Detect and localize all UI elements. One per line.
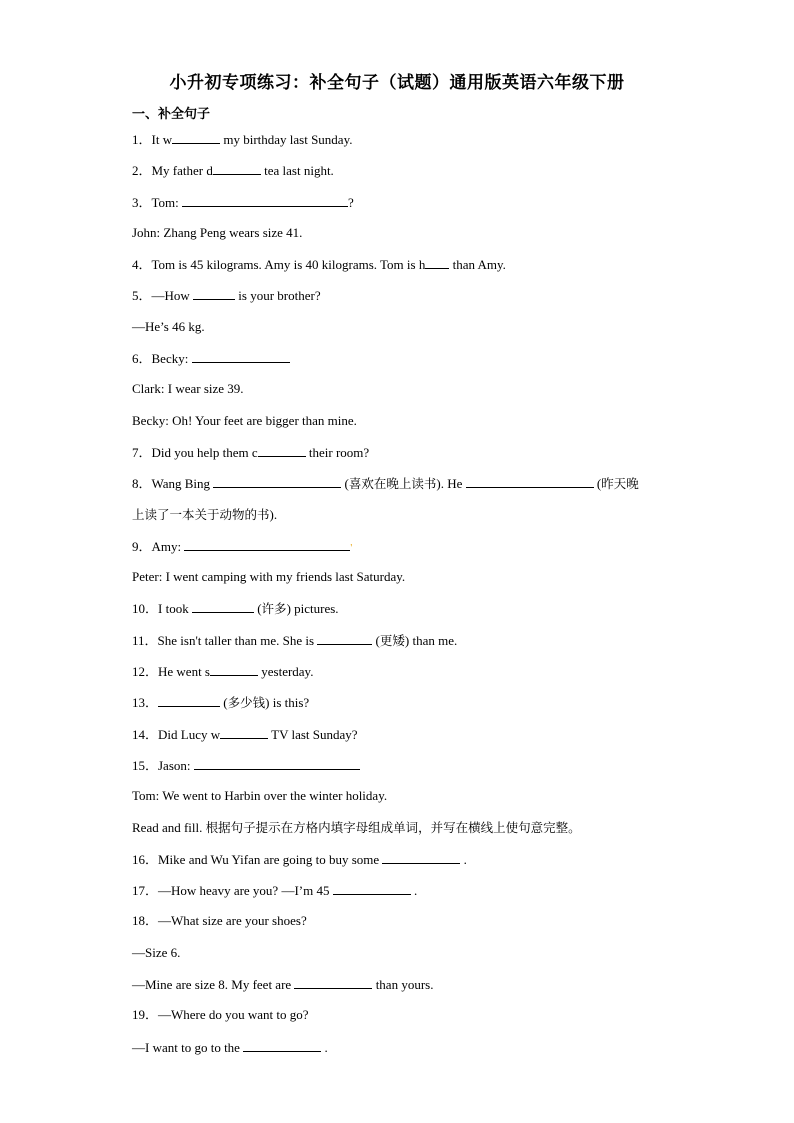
question-text: 2．My father d [132,163,213,179]
question-text: 10．I took [132,601,192,617]
answer-blank[interactable] [333,880,411,895]
dialogue-line: —Size 6. [132,944,181,960]
answer-blank[interactable] [172,129,220,144]
question-text: 3．Tom: [132,194,183,210]
chinese-hint: 上读了一本关于动物的书 [132,506,270,522]
question-text: 9．Amy: [132,538,185,554]
question-text: ). [269,506,278,522]
answer-blank[interactable] [425,254,449,269]
question-4 [132,254,672,285]
question-3 [132,192,672,223]
instruction-text: Read and fill. [132,819,206,835]
answer-blank[interactable] [194,755,360,770]
question-text: 8．Wang Bing [132,476,214,492]
chinese-hint: 更矮 [379,632,405,648]
question-text: is your brother? [235,288,321,304]
instruction-line [132,818,672,849]
question-text: than Amy. [449,257,506,273]
answer-blank[interactable] [220,724,268,739]
question-text: 14．Did Lucy w [132,726,221,742]
answer-blank[interactable] [192,598,254,613]
question-text: ? [348,194,354,210]
dialogue-line: John: Zhang Peng wears size 41. [132,224,303,240]
stray-mark: ' [350,542,353,554]
chinese-hint: 昨天晚 [601,476,639,492]
question-10 [132,598,672,629]
question-text: my birthday last Sunday. [220,132,353,147]
question-text: 11．She isn't taller than me. She is [132,632,318,648]
question-text: 12．He went s [132,664,210,680]
question-text: 4．Tom is 45 kilograms. Amy is 40 kilograms. Tom is h [132,257,426,273]
question-13 [132,692,672,723]
answer-blank[interactable] [213,473,341,488]
question-1 [132,129,672,160]
question-text: —Mine are size 8. My feet are [132,977,295,993]
question-text: 1．It w [132,132,173,147]
answer-blank[interactable] [382,849,460,864]
question-9 [132,536,672,567]
question-text: ( [593,476,602,492]
question-text: their room? [305,444,370,460]
question-text: 17．—How heavy are you? —I’m 45 [132,883,333,899]
question-text: yesterday. [258,664,314,680]
answer-blank[interactable] [210,661,258,676]
question-text: . [321,1039,328,1055]
question-list [132,129,672,1068]
answer-blank[interactable] [158,692,220,707]
question-7 [132,442,672,473]
question-6 [132,348,672,379]
question-text: 7．Did you help them c [132,444,258,460]
question-14 [132,724,672,755]
question-11 [132,630,672,661]
answer-blank[interactable] [182,192,348,207]
question-text: ( [220,695,228,711]
question-text: ) pictures. [286,601,339,617]
question-17 [132,880,672,911]
question-text: 16．Mike and Wu Yifan are going to buy some [132,851,383,867]
question-text: ( [341,476,349,492]
dialogue-line: Clark: I wear size 39. [132,381,244,397]
question-text: ( [372,632,380,648]
chinese-hint: 喜欢在晚上读书 [348,476,437,492]
chinese-hint: 多少钱 [227,695,266,711]
question-text: —I want to go to the [132,1039,244,1055]
dialogue-line: Becky: Oh! Your feet are bigger than mine. [132,412,357,428]
question-text: TV last Sunday? [268,726,358,742]
question-text: ( [253,601,262,617]
question-19: 19．—Where do you want to go? [132,1007,309,1023]
dialogue-line: Peter: I went camping with my friends last Saturday. [132,569,406,585]
dialogue-line: Tom: We went to Harbin over the winter holiday. [132,788,388,804]
question-5 [132,285,672,316]
answer-blank[interactable] [294,974,372,989]
answer-blank[interactable] [466,473,594,488]
question-text: ) than me. [404,632,458,648]
question-19-answer [132,1037,672,1068]
question-text: ). He [436,476,466,492]
question-text: . [410,883,418,899]
question-18: 18．—What size are your shoes? [132,913,307,929]
question-text: tea last night. [260,163,334,179]
question-text: 5．—How [132,288,194,304]
question-15 [132,755,672,786]
answer-blank[interactable] [213,160,261,175]
answer-blank[interactable] [243,1037,321,1052]
question-text: 15．Jason: [132,757,194,773]
dialogue-line: —He’s 46 kg. [132,318,205,334]
question-text: than yours. [372,977,434,993]
question-12 [132,661,672,692]
answer-blank[interactable] [317,630,372,645]
page-title: 小升初专项练习：补全句子（试题）通用版英语六年级下册 [169,73,625,93]
instruction-chinese: 根据句子提示在方格内填字母组成单词，并写在横线上使句意完整。 [205,819,581,835]
section-heading: 一、补全句子 [132,107,211,122]
answer-blank[interactable] [192,348,290,363]
answer-blank[interactable] [258,442,306,457]
question-text: ) is this? [265,695,310,711]
question-16 [132,849,672,880]
question-text: . [460,851,467,867]
question-text: 13． [132,695,159,711]
chinese-hint: 许多 [261,601,287,617]
question-8 [132,473,672,504]
question-text: 6．Becky: [132,351,192,367]
question-18-answer [132,974,672,1005]
answer-blank[interactable] [193,285,235,300]
question-2 [132,160,672,191]
answer-blank[interactable] [184,536,350,551]
question-8-continued [132,505,672,536]
